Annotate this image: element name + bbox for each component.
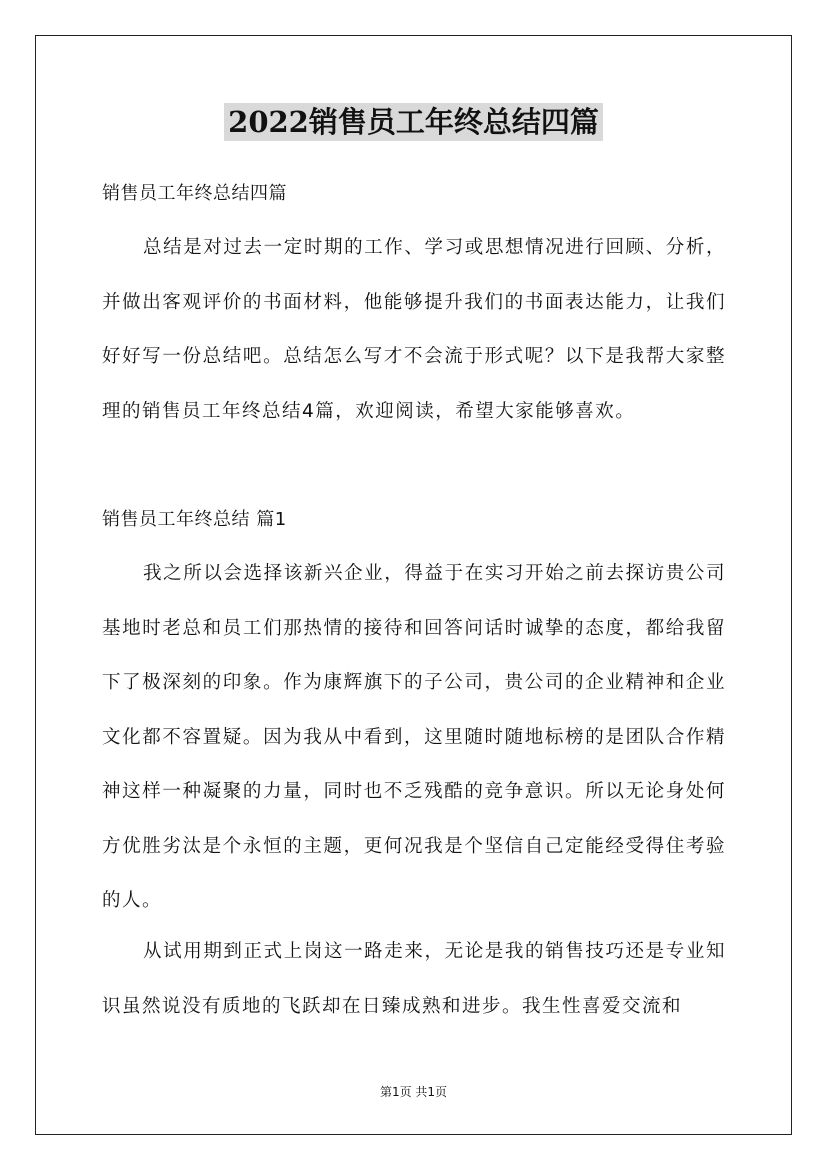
page-footer: 第1页 共1页 — [379, 1085, 448, 1099]
document-title — [0, 100, 827, 144]
document-title-text: 2022销售员工年终总结四篇 — [224, 103, 603, 141]
intro-paragraph: 总结是对过去一定时期的工作、学习或思想情况进行回顾、分析，并做出客观评价的书面材料，他能够提升我们的书面表达能力，让我们好好写一份总结吧。总结怎么写才不会流于形式呢？以下是我帮大家整理的销售员工年终总结4篇，欢迎阅读，希望大家能够喜欢。 — [102, 237, 726, 422]
section1-paragraph-2: 从试用期到正式上岗这一路走来，无论是我的销售技巧还是专业知识虽然说没有质地的飞跃却在日臻成熟和进步。我生性喜爱交流和 — [102, 941, 726, 1017]
intro-heading: 销售员工年终总结四篇 — [102, 183, 287, 204]
section1-paragraph-1: 我之所以会选择该新兴企业，得益于在实习开始之前去探访贵公司基地时老总和员工们那热情的接待和回答问话时诚挚的态度，都给我留下了极深刻的印象。作为康辉旗下的子公司，贵公司的企业精神和企业文化都不容置疑。因为我从中看到，这里随时随地标榜的是团队合作精神这样一种凝聚的力量，同时也不乏残酷的竞争意识。所以无论身处何方优胜劣汰是个永恒的主题，更何况我是个坚信自己定能经受得住考验的人。 — [102, 563, 726, 911]
section1-heading: 销售员工年终总结 篇1 — [102, 509, 287, 530]
